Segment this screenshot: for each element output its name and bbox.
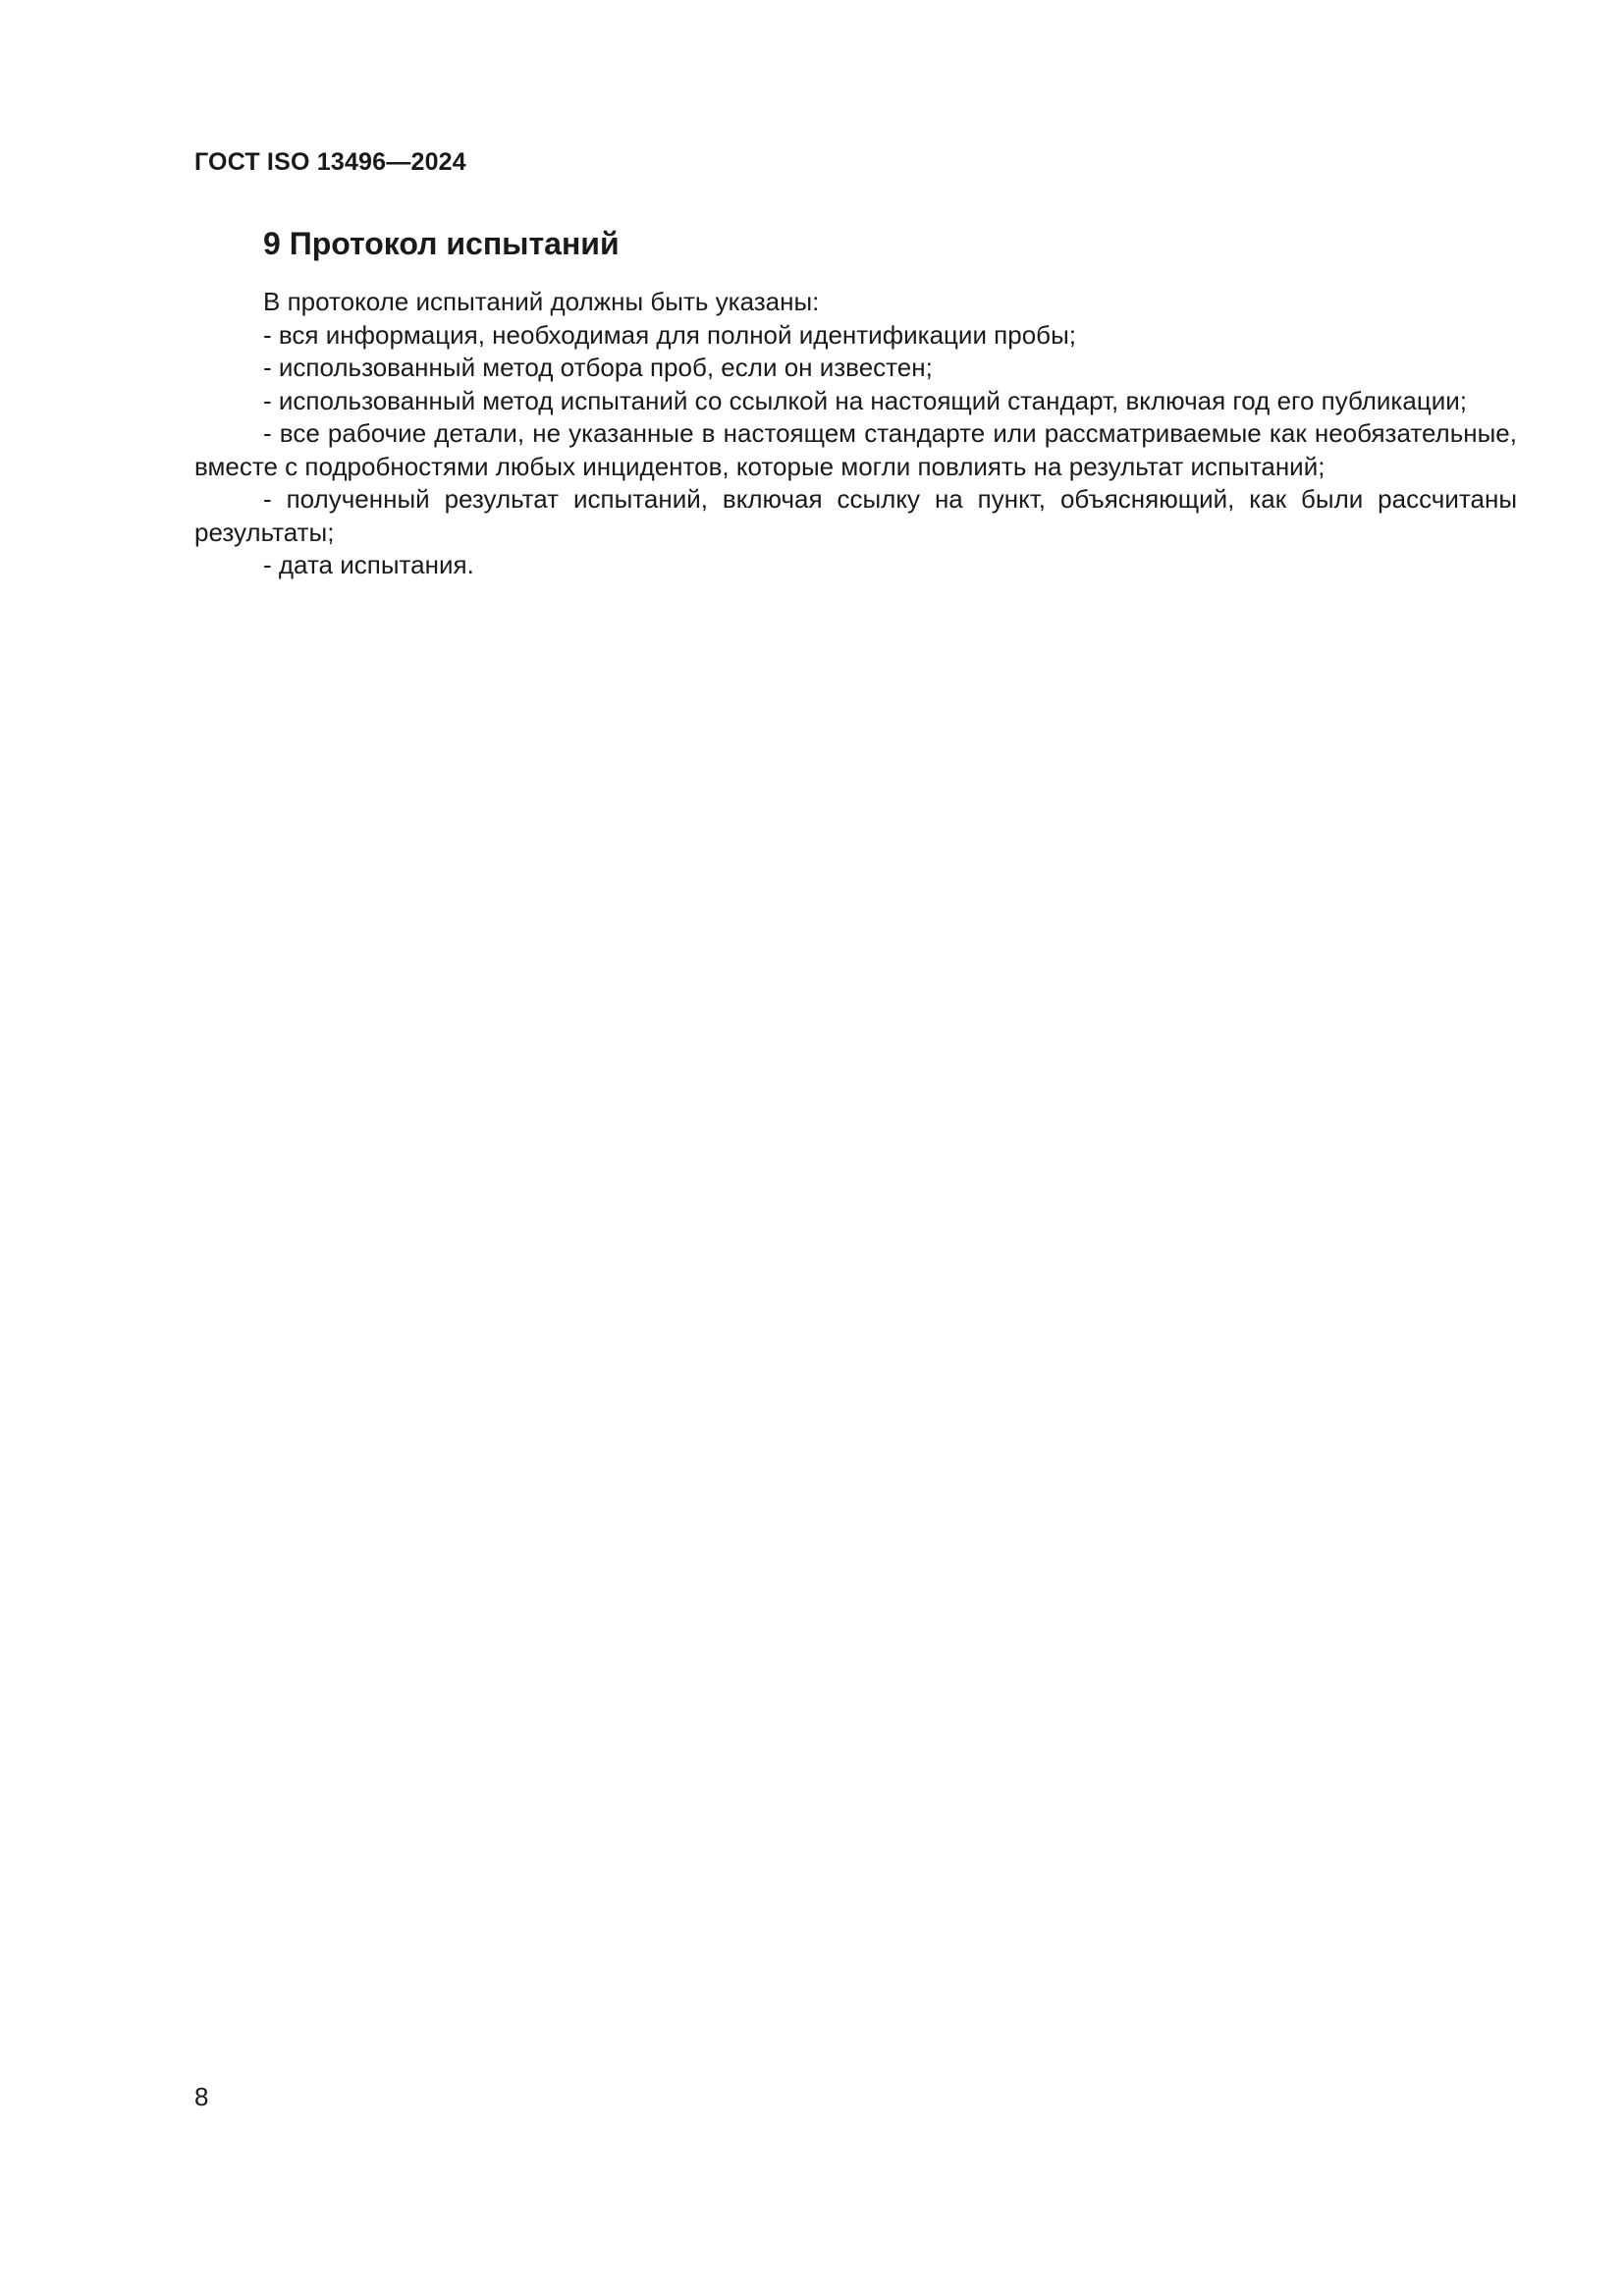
section-title: 9 Протокол испытаний [263, 226, 620, 261]
list-item: - все рабочие детали, не указанные в настоящем стандарте или рассматриваемые как необязательные, вместе с подробностями любых инцидентов, которые могли повлиять на результат испытаний; [194, 418, 1517, 481]
list-item: - полученный результат испытаний, включая ссылку на пункт, объясняющий, как были рассчитаны результаты; [194, 484, 1517, 547]
section-9 [194, 224, 1517, 582]
section-intro: В протоколе испытаний должны быть указаны: [263, 287, 820, 316]
list-item: - вся информация, необходимая для полной идентификации пробы; [263, 319, 1076, 350]
page-number: 8 [194, 2082, 209, 2111]
list-item: - дата испытания. [263, 550, 474, 579]
list-item: - использованный метод отбора проб, если он известен; [263, 353, 933, 382]
document-header: ГОСТ ISO 13496—2024 [194, 148, 466, 176]
list-item: - использованный метод испытаний со ссылкой на настоящий стандарт, включая год его публикации; [263, 385, 1467, 415]
